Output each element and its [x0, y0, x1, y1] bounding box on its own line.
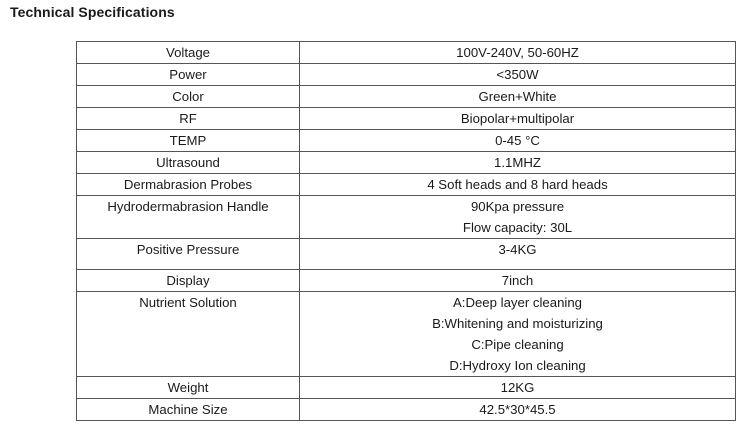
table-row — [77, 108, 736, 130]
spec-label-rf: RF — [77, 108, 300, 130]
table-row — [77, 86, 736, 108]
table-row — [77, 377, 736, 399]
table-row — [77, 292, 736, 377]
spec-value-line: B:Whitening and moisturizing — [432, 316, 603, 331]
spec-value-line: C:Pipe cleaning — [471, 337, 564, 352]
table-row — [77, 130, 736, 152]
spec-label-dermabrasion-probes: Dermabrasion Probes — [77, 174, 300, 196]
spec-value-temp: 0-45 °C — [300, 130, 736, 152]
spec-value-hydrodermabrasion-handle — [300, 196, 736, 239]
specifications-table — [76, 41, 736, 421]
spec-value-nutrient-solution — [300, 292, 736, 377]
spec-label-display: Display — [77, 270, 300, 292]
page-title: Technical Specifications — [10, 4, 175, 20]
spec-label-weight: Weight — [77, 377, 300, 399]
spec-value-machine-size: 42.5*30*45.5 — [300, 399, 736, 421]
table-row — [77, 270, 736, 292]
spec-value-color: Green+White — [300, 86, 736, 108]
spec-value-ultrasound: 1.1MHZ — [300, 152, 736, 174]
spec-label-color: Color — [77, 86, 300, 108]
spec-label-voltage: Voltage — [77, 42, 300, 64]
spec-value-dermabrasion-probes: 4 Soft heads and 8 hard heads — [300, 174, 736, 196]
spec-value-weight: 12KG — [300, 377, 736, 399]
spec-value-line: D:Hydroxy Ion cleaning — [449, 358, 586, 373]
table-row — [77, 399, 736, 421]
table-row — [77, 174, 736, 196]
spec-label-ultrasound: Ultrasound — [77, 152, 300, 174]
spec-label-positive-pressure: Positive Pressure — [77, 239, 300, 270]
table-row — [77, 239, 736, 270]
spec-value-positive-pressure: 3-4KG — [300, 239, 736, 270]
spec-value-line: A:Deep layer cleaning — [452, 295, 583, 310]
table-row — [77, 42, 736, 64]
spec-label-nutrient-solution: Nutrient Solution — [77, 292, 300, 377]
spec-value-power: <350W — [300, 64, 736, 86]
spec-label-machine-size: Machine Size — [77, 399, 300, 421]
spec-value-line: 90Kpa pressure — [470, 199, 565, 214]
table-row — [77, 152, 736, 174]
spec-value-rf: Biopolar+multipolar — [300, 108, 736, 130]
table-row — [77, 196, 736, 239]
spec-value-line: Flow capacity: 30L — [462, 220, 573, 235]
spec-label-power: Power — [77, 64, 300, 86]
spec-label-hydrodermabrasion-handle: Hydrodermabrasion Handle — [77, 196, 300, 239]
table-row — [77, 64, 736, 86]
spec-value-voltage: 100V-240V, 50-60HZ — [300, 42, 736, 64]
spec-label-temp: TEMP — [77, 130, 300, 152]
spec-value-display: 7inch — [300, 270, 736, 292]
